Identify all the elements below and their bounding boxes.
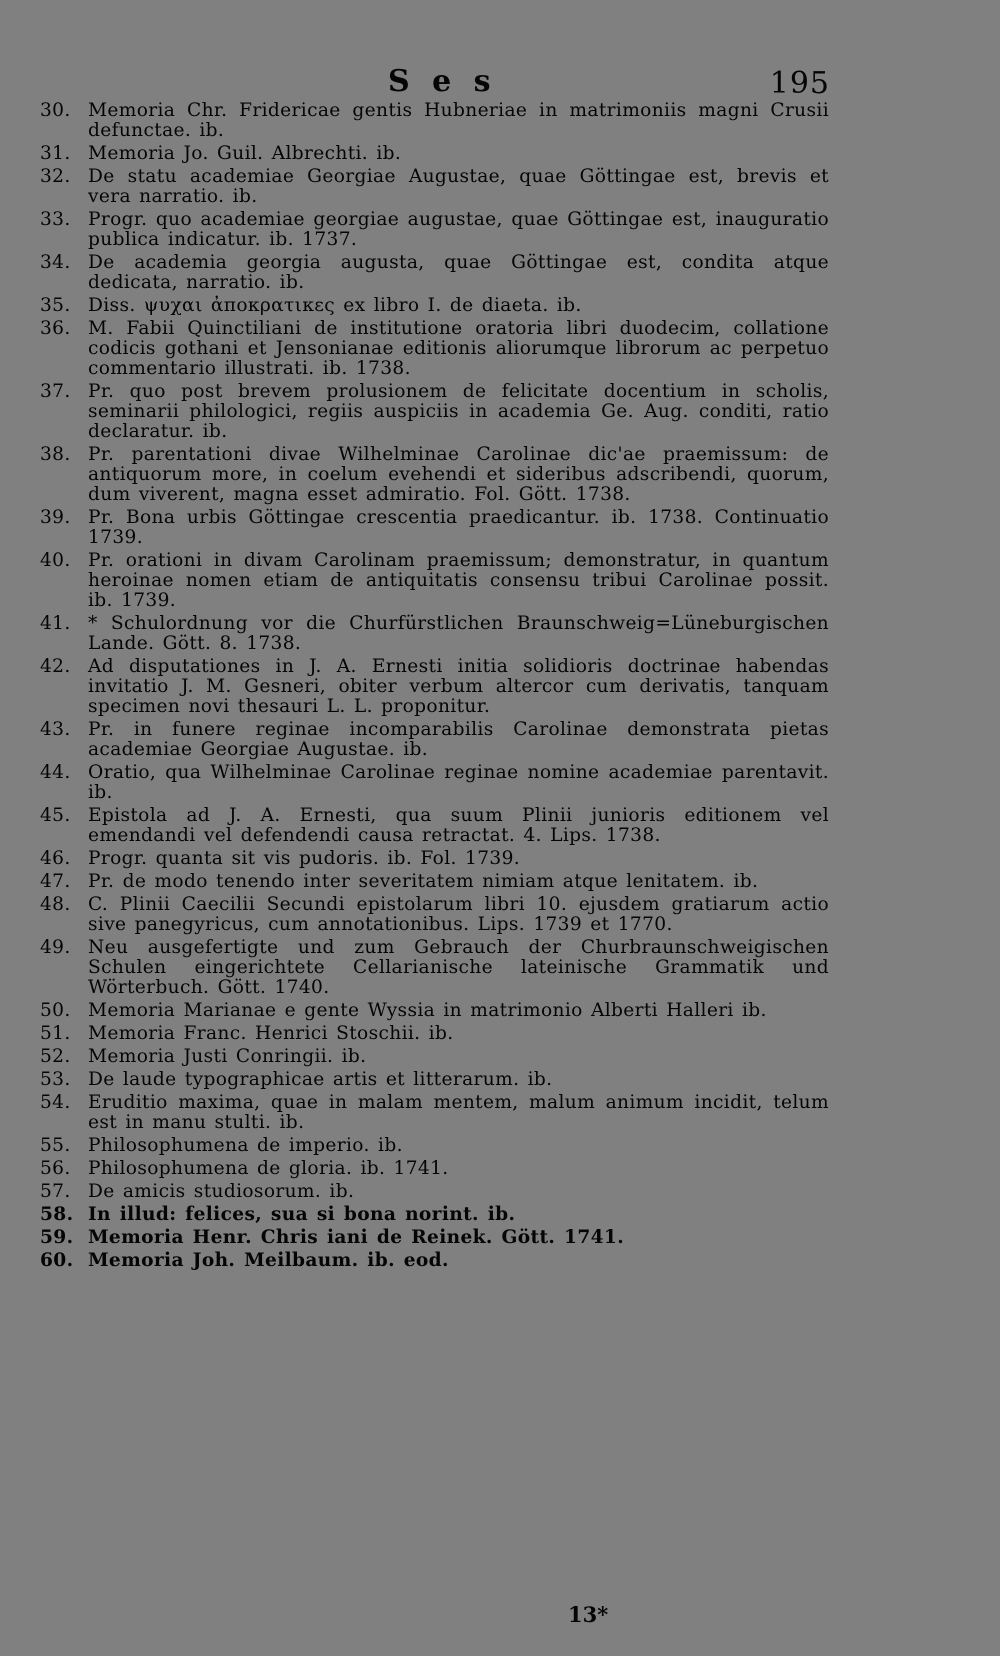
running-head: S e s <box>388 64 497 99</box>
entry-text: Memoria Jo. Guil. Albrechti. ib. <box>88 143 402 164</box>
printer-signature: 13* <box>568 1602 609 1627</box>
entry-text: De academia georgia augusta, quae Göttingae est, condita atque dedicata, narratio. ib. <box>88 252 829 293</box>
entry-text: Philosophumena de gloria. ib. 1741. <box>88 1158 449 1179</box>
list-item <box>0 1047 829 1067</box>
list-item <box>0 296 829 316</box>
entry-number: 35. <box>40 295 71 316</box>
list-item <box>0 1093 829 1133</box>
entry-number: 32. <box>40 166 71 187</box>
entry-number: 31. <box>40 143 71 164</box>
list-item <box>0 167 829 207</box>
list-item <box>0 1182 829 1202</box>
entry-number: 42. <box>40 656 71 677</box>
list-item <box>0 508 829 548</box>
list-item <box>0 1228 829 1248</box>
entry-number: 52. <box>40 1046 71 1067</box>
list-item <box>0 319 829 379</box>
list-item <box>0 1205 829 1225</box>
list-item <box>0 210 829 250</box>
list-item <box>0 1251 829 1271</box>
entry-text: Pr. orationi in divam Carolinam praemissum; demonstratur, in quantum heroinae nomen etiam de antiquitatis consensu tribui Carolinae possit. ib. 1739. <box>88 550 829 611</box>
entry-text: * Schulordnung vor die Churfürstlichen Braunschweig=Lüneburgischen Lande. Gött. 8. 1738. <box>88 613 829 654</box>
entry-number: 38. <box>40 444 71 465</box>
page-header <box>0 62 1000 102</box>
entry-text: Eruditio maxima, quae in malam mentem, malum animum incidit, telum est in manu stulti. ib. <box>88 1092 829 1133</box>
list-item <box>0 1136 829 1156</box>
entry-text: Pr. parentationi divae Wilhelminae Carolinae dic'ae praemissum: de antiquorum more, in coelum evehendi et sideribus adscribendi, quorum, dum viverent, magna esset admiratio. Fol. Gött. 1738. <box>88 444 829 505</box>
entry-number: 40. <box>40 550 71 571</box>
list-item <box>0 806 829 846</box>
page-number: 195 <box>769 66 830 101</box>
entry-text: Pr. de modo tenendo inter severitatem nimiam atque lenitatem. ib. <box>88 871 759 892</box>
entry-text: De statu academiae Georgiae Augustae, quae Göttingae est, brevis et vera narratio. ib. <box>88 166 829 207</box>
entry-number: 46. <box>40 848 71 869</box>
list-item <box>0 445 829 505</box>
entry-text: Memoria Marianae e gente Wyssia in matrimonio Alberti Halleri ib. <box>88 1000 767 1021</box>
list-item <box>0 1159 829 1179</box>
entry-number: 44. <box>40 762 71 783</box>
entry-number: 30. <box>40 100 71 121</box>
entry-text: Oratio, qua Wilhelminae Carolinae reginae nomine academiae parentavit. ib. <box>88 762 829 803</box>
entry-number: 55. <box>40 1135 71 1156</box>
list-item <box>0 720 829 760</box>
entry-number: 56. <box>40 1158 71 1179</box>
entry-number: 57. <box>40 1181 71 1202</box>
entry-text: Ad disputationes in J. A. Ernesti initia solidioris doctrinae habendas invitatio J. M. Gesneri, obiter verbum altercor cum derivatis, tanquam specimen novi thesauri L. L. proponitur. <box>88 656 829 717</box>
entry-number: 41. <box>40 613 71 634</box>
entry-text: Pr. in funere reginae incomparabilis Carolinae demonstrata pietas academiae Georgiae Augustae. ib. <box>88 719 829 760</box>
list-item <box>0 101 829 141</box>
list-item <box>0 849 829 869</box>
entry-number: 47. <box>40 871 71 892</box>
entry-number: 50. <box>40 1000 71 1021</box>
entry-text: In illud: felices, sua si bona norint. ib. <box>88 1204 516 1225</box>
entry-text: Diss. ψυχαι ἀποκρατικες ex libro I. de diaeta. ib. <box>88 295 582 316</box>
entry-text: Progr. quanta sit vis pudoris. ib. Fol. 1739. <box>88 848 521 869</box>
entry-text: Memoria Chr. Fridericae gentis Hubneriae in matrimoniis magni Crusii defunctae. ib. <box>88 100 829 141</box>
entry-number: 39. <box>40 507 71 528</box>
entry-number: 48. <box>40 894 71 915</box>
entry-text: Neu ausgefertigte und zum Gebrauch der Churbraunschweigischen Schulen eingerichtete Cellarianische lateinische Grammatik und Wörterbuch. Gött. 1740. <box>88 937 829 998</box>
entry-text: Progr. quo academiae georgiae augustae, quae Göttingae est, inauguratio publica indicatur. ib. 1737. <box>88 209 829 250</box>
list-item <box>0 1001 829 1021</box>
list-item <box>0 551 829 611</box>
entry-text: Memoria Henr. Chris iani de Reinek. Gött. 1741. <box>88 1227 625 1248</box>
list-item <box>0 763 829 803</box>
entry-text: Pr. Bona urbis Göttingae crescentia praedicantur. ib. 1738. Continuatio 1739. <box>88 507 829 548</box>
entry-text: De amicis studiosorum. ib. <box>88 1181 355 1202</box>
entry-text: M. Fabii Quinctiliani de institutione oratoria libri duodecim, collatione codicis gothani et Jensonianae editionis aliorumque librorum ac perpetuo commentario illustrati. ib. 1738. <box>88 318 829 379</box>
list-item <box>0 382 829 442</box>
entry-number: 58. <box>40 1204 74 1225</box>
entry-text: Memoria Franc. Henrici Stoschii. ib. <box>88 1023 454 1044</box>
entry-number: 59. <box>40 1227 74 1248</box>
entry-number: 53. <box>40 1069 71 1090</box>
entry-number: 54. <box>40 1092 71 1113</box>
list-item <box>0 938 829 998</box>
entry-number: 45. <box>40 805 71 826</box>
entry-text: De laude typographicae artis et litterarum. ib. <box>88 1069 553 1090</box>
list-item <box>0 253 829 293</box>
entry-number: 51. <box>40 1023 71 1044</box>
entry-text: Pr. quo post brevem prolusionem de felicitate docentium in scholis, seminarii philologici, regiis auspiciis in academia Ge. Aug. conditi, ratio declaratur. ib. <box>88 381 829 442</box>
entry-number: 60. <box>40 1250 74 1271</box>
entry-number: 34. <box>40 252 71 273</box>
list-item <box>0 1024 829 1044</box>
list-item <box>0 1070 829 1090</box>
list-item <box>0 657 829 717</box>
list-item <box>0 614 829 654</box>
list-item <box>0 144 829 164</box>
list-item <box>0 872 829 892</box>
entry-number: 37. <box>40 381 71 402</box>
list-item <box>0 895 829 935</box>
entry-text: C. Plinii Caecilii Secundi epistolarum libri 10. ejusdem gratiarum actio sive panegyricus, cum annotationibus. Lips. 1739 et 1770. <box>88 894 829 935</box>
entry-number: 36. <box>40 318 71 339</box>
entry-number: 49. <box>40 937 71 958</box>
entry-text: Memoria Joh. Meilbaum. ib. eod. <box>88 1250 449 1271</box>
entry-text: Epistola ad J. A. Ernesti, qua suum Plinii junioris editionem vel emendandi vel defendendi causa retractat. 4. Lips. 1738. <box>88 805 829 846</box>
bibliography-list <box>0 101 1000 1271</box>
entry-number: 43. <box>40 719 71 740</box>
entry-number: 33. <box>40 209 71 230</box>
entry-text: Philosophumena de imperio. ib. <box>88 1135 403 1156</box>
entry-text: Memoria Justi Conringii. ib. <box>88 1046 367 1067</box>
